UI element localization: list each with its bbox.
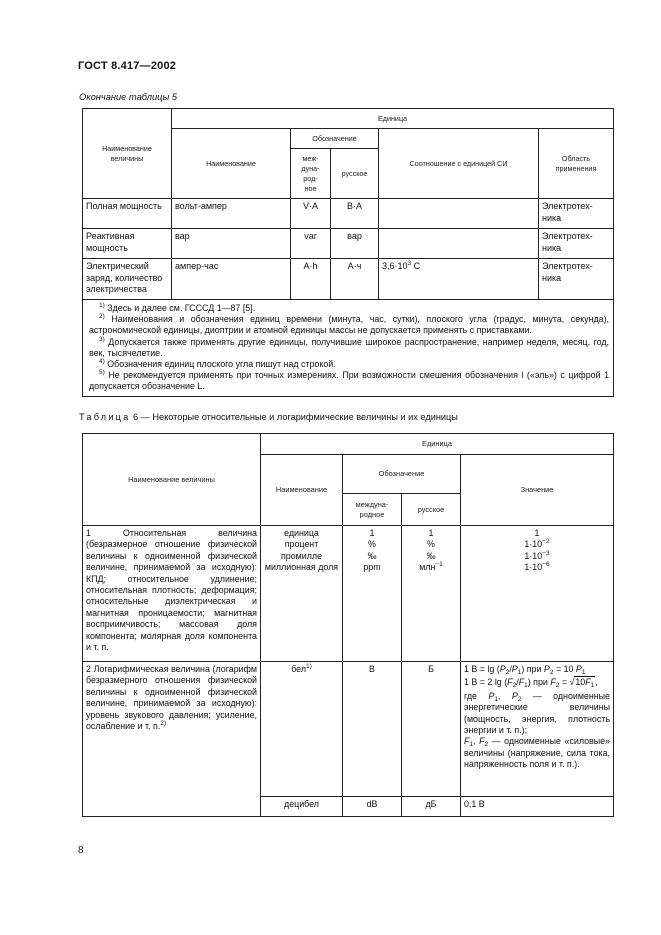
- t6-header-intl-line: родное: [359, 509, 385, 519]
- footnote: $^{5)}$ Не рекомендуется применять при точных измерениях. При возможности смешения обозначения l («эль») с цифрой 1 допускается обозначение L.: [89, 369, 610, 392]
- t5-cell-area: Электротех-ника: [539, 199, 614, 229]
- t6-cell-value-bel: [461, 662, 614, 797]
- t5-header-intl-line: род-: [303, 173, 318, 183]
- t5-header-intl: [291, 149, 331, 199]
- table-row: [83, 526, 614, 662]
- table-continuation-caption: Окончание таблицы 5: [79, 92, 178, 102]
- t5-cell-quantity: Полная мощность: [83, 199, 172, 229]
- t5-cell-area: Электротех-ника: [539, 229, 614, 259]
- t5-cell-area: Электротех-ника: [539, 259, 614, 300]
- footnote: $^{3)}$ Допускается также применять другие единицы, получившие широкое распространение, например неделя, месяц, год, век, тысячелетие.: [89, 335, 610, 358]
- footnote: $^{1)}$ Здесь и далее см. ГСССД 1—87 [5].: [99, 302, 256, 313]
- formula-explanation-force: $F_1$, $F_2$ — одноименные «силовые» величины (напряжение, сила тока, напряженность поля и т. п.).: [464, 736, 610, 770]
- table-6: [82, 433, 614, 817]
- t5-header-intl-line: дуна-: [301, 163, 320, 173]
- table-row: [83, 259, 614, 300]
- t6-header-unit: Единица: [261, 434, 614, 455]
- t5-cell-rus: вар: [331, 229, 379, 259]
- t5-cell-name: вар: [172, 229, 291, 259]
- t6-header-value: Значение: [461, 455, 614, 526]
- t5-cell-name: вольт-ампер: [172, 199, 291, 229]
- footnote: $^{4)}$ Обозначения единиц плоского угла пишут над строкой.: [99, 358, 336, 370]
- t5-header-rus: русское: [331, 149, 379, 199]
- t6-cell-values: 1 $1\cdot 10^{-2}$ $1\cdot 10^{-3}$ $1\cdot 10^{-6}$: [461, 526, 614, 662]
- table-5: [82, 108, 614, 397]
- t5-header-area-line: Область: [561, 153, 591, 163]
- t5-cell-si: [379, 199, 539, 229]
- t6-cell-name-decibel: децибел: [261, 797, 343, 817]
- t5-cell-intl: var: [291, 229, 331, 259]
- t5-cell-name: ампер-час: [172, 259, 291, 300]
- t5-header-intl-line: меж-: [302, 153, 319, 163]
- t5-header-name: Наименование: [172, 129, 291, 199]
- t5-si-exp: 3: [407, 260, 412, 267]
- caption-label: Таблица: [79, 412, 131, 422]
- t5-cell-si: [379, 259, 539, 300]
- table-row: [83, 199, 614, 229]
- formula-force: 1 B = 2 $\lg (F_2/F_1)$ при $F_2 = √10F_1$,: [464, 677, 598, 690]
- table-row: [83, 229, 614, 259]
- t5-cell-quantity: Реактивная мощность: [83, 229, 172, 259]
- t6-cell-intl-decibel: dB: [343, 797, 402, 817]
- table-row: [83, 662, 614, 797]
- t6-cell-quantity: 1 Относительная величина (безразмерное отношение физической величины к одноименной физической величине, принимаемой за исходную): КПД; относительное удлинение; относительная плотность; деформация; относительные диэлектрическая и магнитная проницаемости; магнитная восприимчивость; массовая доля компонента; молярная доля компонента и т. п.: [83, 526, 261, 662]
- t6-cell-quantity: 2 Логарифмическая величина (логарифм безразмерного отношения физической величины к одноименной физической величине, принимаемой за исходную): уровень звукового давления; усиление, ослабление и т. п.$^{2)}$: [83, 662, 261, 817]
- t5-si-unit: C: [411, 261, 421, 271]
- document-header: ГОСТ 8.417—2002: [78, 60, 177, 72]
- table-6-caption: [79, 412, 458, 422]
- t5-header-si-relation: Соотношение с единицей СИ: [379, 129, 539, 199]
- t6-cell-rus-decibel: дБ: [402, 797, 461, 817]
- t6-cell-intl: 1 % ‰ ppm: [343, 526, 402, 662]
- t6-header-intl: [343, 494, 402, 526]
- t5-header-unit: Единица: [172, 109, 614, 129]
- footnote: $^{2)}$ Наименования и обозначения единиц времени (минута, час, сутки), плоского угла (градус, минута, секунда), астрономической единицы, диоптрии и атомной единицы массы не допускается применять с приставками.: [89, 313, 610, 336]
- t5-cell-quantity: Электрический заряд, количество электричества: [83, 259, 172, 300]
- t5-cell-rus: B·A: [331, 199, 379, 229]
- t5-header-designation: Обозначение: [291, 129, 379, 149]
- t6-header-quantity: Наименование величины: [83, 434, 261, 526]
- t6-header-rus: русское: [402, 494, 461, 526]
- formula-power: 1 $B = \lg (P_2/P_1)$ при $P_2 = 10$ $P_1$: [464, 664, 586, 676]
- t5-cell-si: [379, 229, 539, 259]
- t6-header-designation: Обозначение: [343, 455, 461, 494]
- t6-cell-names: единица процент промилле миллионная доля: [261, 526, 343, 662]
- caption-text: 6 — Некоторые относительные и логарифмические величины и их единицы: [130, 412, 458, 422]
- t5-footnotes: [83, 300, 614, 397]
- t6-header-name: Наименование: [261, 455, 343, 526]
- t5-cell-intl: V·A: [291, 199, 331, 229]
- t6-cell-rus-bel: Б: [402, 662, 461, 797]
- t5-header-quantity: Наименование величины: [83, 109, 172, 199]
- t5-cell-rus: A·ч: [331, 259, 379, 300]
- t6-header-intl-line: междуна-: [355, 499, 389, 509]
- t5-header-area-line: применения: [555, 163, 597, 173]
- t6-cell-value-decibel: 0,1 B: [461, 797, 614, 817]
- t5-header-intl-line: ное: [304, 183, 317, 193]
- t5-header-area: [539, 129, 614, 199]
- t6-cell-name-bel: бел$^{1)}$: [261, 662, 343, 797]
- page-number: 8: [78, 845, 84, 856]
- formula-explanation-power: где $P_1$, $P_2$ — одноименные энергетические величины (мощность, энергия, плотность энергии и т. п.);: [464, 690, 610, 736]
- t5-cell-intl: A·h: [291, 259, 331, 300]
- t6-cell-intl-bel: B: [343, 662, 402, 797]
- t6-cell-rus: 1 % ‰ млн$^{-1}$: [402, 526, 461, 662]
- t5-si-base: 3,6·10: [382, 261, 408, 271]
